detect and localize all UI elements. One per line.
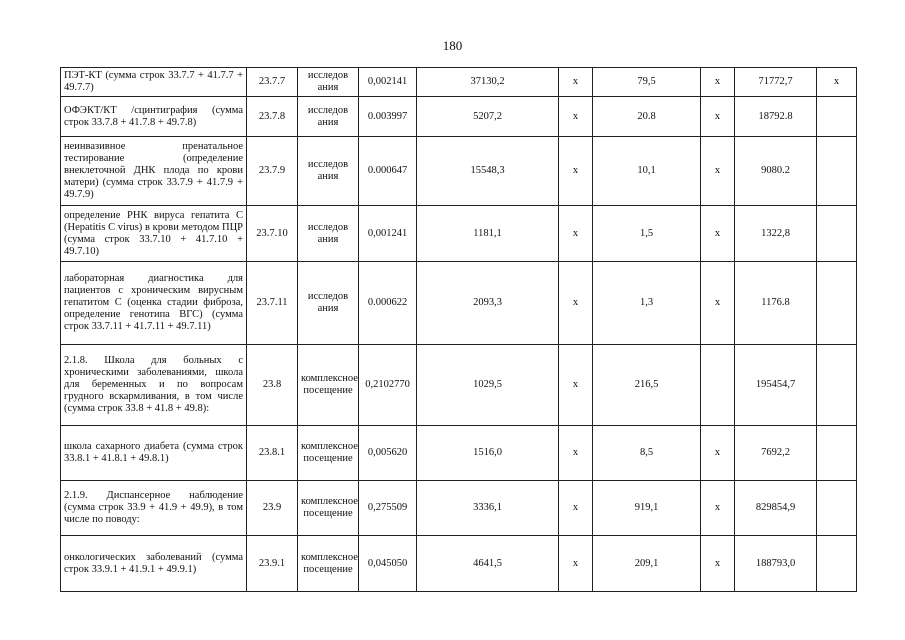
unit-of-measure: комплексное посещение: [298, 345, 359, 426]
cell-col9: 829854,9: [735, 481, 817, 536]
service-name: школа сахарного диабета (сумма строк 33.8.1 + 41.8.1 + 49.8.1): [61, 426, 247, 481]
cell-col10: [817, 97, 857, 137]
norm-value: 0.000622: [359, 262, 417, 345]
unit-cost: 15548,3: [417, 137, 559, 206]
service-name: ПЭТ-КТ (сумма строк 33.7.7 + 41.7.7 + 49.7.7): [61, 68, 247, 97]
cell-col8: х: [701, 97, 735, 137]
unit-of-measure: комплексное посещение: [298, 536, 359, 592]
table-row: [61, 345, 857, 426]
row-code: 23.8: [247, 345, 298, 426]
cell-col7: 79,5: [593, 68, 701, 97]
row-code: 23.9: [247, 481, 298, 536]
cell-col9: 188793,0: [735, 536, 817, 592]
cell-col9: 71772,7: [735, 68, 817, 97]
page-number: 180: [442, 38, 463, 53]
cell-col8: х: [701, 426, 735, 481]
table-row: [61, 206, 857, 262]
cell-col7: 216,5: [593, 345, 701, 426]
cell-col9: 7692,2: [735, 426, 817, 481]
cell-col7: 8,5: [593, 426, 701, 481]
unit-of-measure: исследов ания: [298, 262, 359, 345]
service-name: определение РНК вируса гепатита С (Hepatitis C virus) в крови методом ПЦР (сумма строк 33.7.10 + 41.7.10 + 49.7.10): [61, 206, 247, 262]
cell-col9: 1176.8: [735, 262, 817, 345]
cell-col8: х: [701, 262, 735, 345]
service-name: онкологических заболеваний (сумма строк 33.9.1 + 41.9.1 + 49.9.1): [61, 536, 247, 592]
cell-col9: 195454,7: [735, 345, 817, 426]
norm-value: 0.003997: [359, 97, 417, 137]
cell-col8: [701, 345, 735, 426]
unit-cost: 2093,3: [417, 262, 559, 345]
cell-col10: [817, 262, 857, 345]
unit-cost: 1516,0: [417, 426, 559, 481]
cell-col6: х: [559, 536, 593, 592]
cell-col8: х: [701, 68, 735, 97]
service-name: лабораторная диагностика для пациентов с хроническим вирусным гепатитом С (оценка стадии фиброза, определение генотипа ВГС) (сумма строк 33.7.11 + 41.7.11 + 49.7.11): [61, 262, 247, 345]
table-row: [61, 68, 857, 97]
cell-col10: [817, 137, 857, 206]
cell-col7: 1,3: [593, 262, 701, 345]
unit-of-measure: исследов ания: [298, 68, 359, 97]
cell-col7: 1,5: [593, 206, 701, 262]
cell-col10: х: [817, 68, 857, 97]
unit-cost: 37130,2: [417, 68, 559, 97]
cell-col6: х: [559, 345, 593, 426]
cell-col8: х: [701, 481, 735, 536]
cell-col6: х: [559, 262, 593, 345]
cell-col9: 1322,8: [735, 206, 817, 262]
unit-of-measure: исследов ания: [298, 137, 359, 206]
cell-col6: х: [559, 137, 593, 206]
cell-col7: 209,1: [593, 536, 701, 592]
service-name: 2.1.8. Школа для больных с хроническими заболеваниями, школа для беременных и по вопросам грудного вскармливания, в том числе (сумма строк 33.8 + 41.8 + 49.8):: [61, 345, 247, 426]
cell-col8: х: [701, 137, 735, 206]
cell-col9: 18792.8: [735, 97, 817, 137]
unit-cost: 3336,1: [417, 481, 559, 536]
row-code: 23.7.9: [247, 137, 298, 206]
cell-col8: х: [701, 536, 735, 592]
row-code: 23.7.11: [247, 262, 298, 345]
cell-col6: х: [559, 481, 593, 536]
unit-of-measure: исследов ания: [298, 206, 359, 262]
norm-value: 0,001241: [359, 206, 417, 262]
cell-col10: [817, 345, 857, 426]
table-row: [61, 536, 857, 592]
norm-value: 0,002141: [359, 68, 417, 97]
norm-value: 0,005620: [359, 426, 417, 481]
cell-col6: х: [559, 68, 593, 97]
cell-col8: х: [701, 206, 735, 262]
service-name: неинвазивное пренатальное тестирование (определение внеклеточной ДНК плода по крови матери) (сумма строк 33.7.9 + 41.7.9 + 49.7.9): [61, 137, 247, 206]
norm-value: 0,045050: [359, 536, 417, 592]
row-code: 23.8.1: [247, 426, 298, 481]
cell-col6: х: [559, 426, 593, 481]
row-code: 23.7.8: [247, 97, 298, 137]
unit-cost: 1181,1: [417, 206, 559, 262]
cell-col7: 10,1: [593, 137, 701, 206]
cell-col6: х: [559, 206, 593, 262]
cell-col10: [817, 536, 857, 592]
table-row: [61, 262, 857, 345]
row-code: 23.9.1: [247, 536, 298, 592]
cell-col9: 9080.2: [735, 137, 817, 206]
cell-col10: [817, 426, 857, 481]
cell-col7: 919,1: [593, 481, 701, 536]
rates-table: [60, 67, 857, 592]
row-code: 23.7.10: [247, 206, 298, 262]
norm-value: 0,2102770: [359, 345, 417, 426]
table-row: [61, 97, 857, 137]
cell-col7: 20.8: [593, 97, 701, 137]
unit-cost: 5207,2: [417, 97, 559, 137]
unit-cost: 1029,5: [417, 345, 559, 426]
table-row: [61, 426, 857, 481]
unit-cost: 4641,5: [417, 536, 559, 592]
unit-of-measure: исследов ания: [298, 97, 359, 137]
service-name: ОФЭКТ/КТ /сцинтиграфия (сумма строк 33.7.8 + 41.7.8 + 49.7.8): [61, 97, 247, 137]
cell-col10: [817, 481, 857, 536]
unit-of-measure: комплексное посещение: [298, 426, 359, 481]
table-row: [61, 137, 857, 206]
norm-value: 0.000647: [359, 137, 417, 206]
cell-col6: х: [559, 97, 593, 137]
table-row: [61, 481, 857, 536]
service-name: 2.1.9. Диспансерное наблюдение (сумма строк 33.9 + 41.9 + 49.9), в том числе по поводу:: [61, 481, 247, 536]
unit-of-measure: комплексное посещение: [298, 481, 359, 536]
row-code: 23.7.7: [247, 68, 298, 97]
cell-col10: [817, 206, 857, 262]
norm-value: 0,275509: [359, 481, 417, 536]
